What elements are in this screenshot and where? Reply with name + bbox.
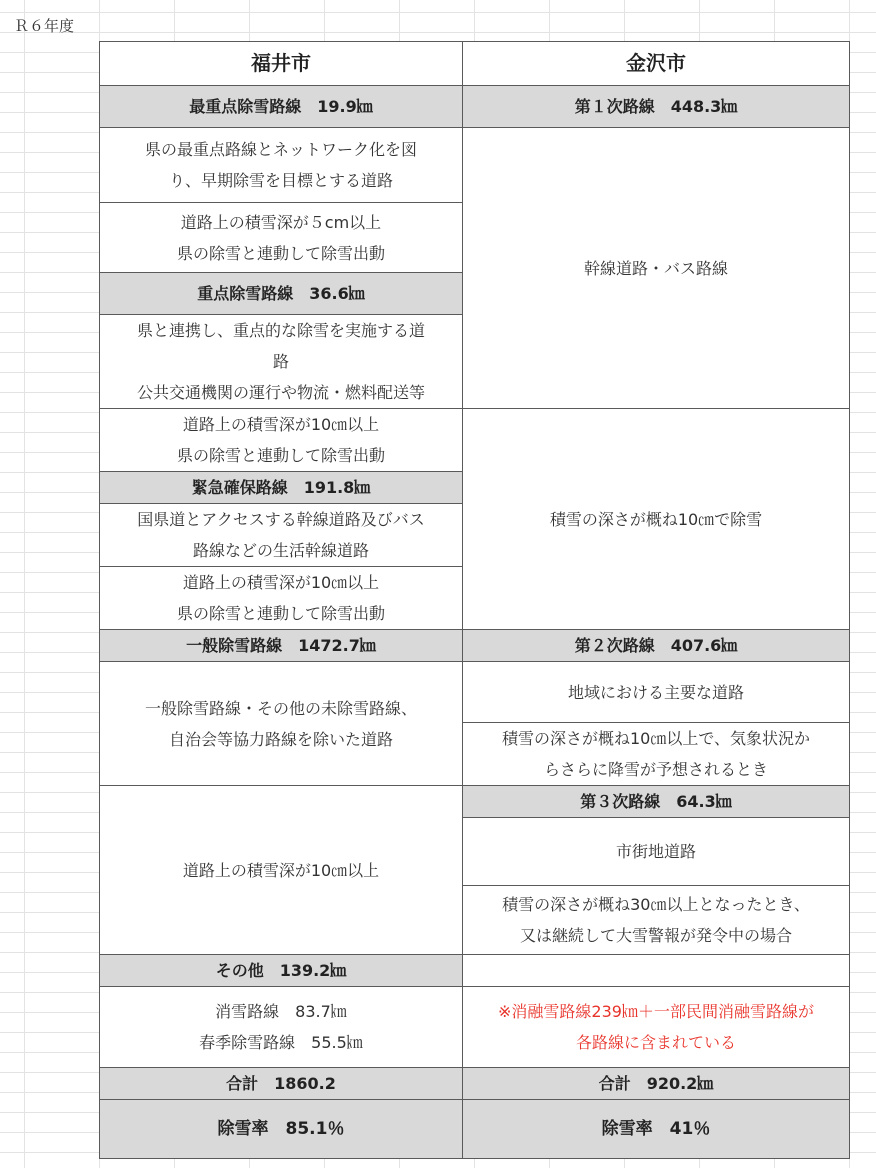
kanazawa-cat2-title[interactable]: 第２次路線 407.6㎞ <box>463 630 850 662</box>
kanazawa-cat3-desc[interactable]: 市街地道路 <box>463 818 850 886</box>
kanazawa-note[interactable] <box>463 987 850 1068</box>
kanazawa-cat2-desc[interactable]: 地域における主要な道路 <box>463 662 850 723</box>
fukui-cat2-desc-line3: 公共交通機関の運行や物流・燃料配送等 <box>136 383 425 402</box>
fukui-cat4-desc[interactable] <box>100 662 463 786</box>
fukui-other-line1: 消雪路線 83.7㎞ <box>215 1002 347 1021</box>
kanazawa-removal-rate[interactable]: 除雪率 41％ <box>463 1100 850 1159</box>
kanazawa-total[interactable]: 合計 920.2㎞ <box>463 1068 850 1100</box>
fukui-removal-rate[interactable]: 除雪率 85.1％ <box>100 1100 463 1159</box>
kanazawa-cat3-cond-line2: 又は継続して大雪警報が発令中の場合 <box>519 926 792 945</box>
kanazawa-cat3-title[interactable]: 第３次路線 64.3㎞ <box>463 786 850 818</box>
fukui-cat2-cond-line1: 道路上の積雪深が10㎝以上 <box>182 415 380 434</box>
fukui-cat3-title[interactable]: 緊急確保路線 191.8㎞ <box>100 472 463 504</box>
fukui-cat3-condition[interactable] <box>100 567 463 630</box>
fukui-cat4-title[interactable]: 一般除雪路線 1472.7㎞ <box>100 630 463 662</box>
kanazawa-cat2-cond-line2: らさらに降雪が予想されるとき <box>543 760 768 779</box>
fukui-cat2-cond-line2: 県の除雪と連動して除雪出動 <box>176 446 385 465</box>
kanazawa-cat3-cond-line1: 積雪の深さが概ね30㎝以上となったとき、 <box>502 895 810 914</box>
fukui-cat3-cond-line2: 県の除雪と連動して除雪出動 <box>176 604 385 623</box>
fukui-cat1-condition[interactable] <box>100 203 463 273</box>
fukui-other-title[interactable]: その他 139.2㎞ <box>100 955 463 987</box>
fukui-cat4-desc-line2: 自治会等協力路線を除いた道路 <box>168 729 393 749</box>
fukui-cat1-title[interactable]: 最重点除雪路線 19.9㎞ <box>100 86 463 128</box>
fukui-cat1-desc-line2: り、早期除雪を目標とする道路 <box>168 171 393 190</box>
fukui-cat4-condition[interactable]: 道路上の積雪深が10㎝以上 <box>100 786 463 955</box>
header-fukui[interactable]: 福井市 <box>100 42 463 86</box>
fukui-cat1-cond-line2: 県の除雪と連動して除雪出動 <box>176 243 385 263</box>
fukui-cat3-desc[interactable] <box>100 504 463 567</box>
kanazawa-cat2-condition[interactable] <box>463 723 850 786</box>
kanazawa-cat3-condition[interactable] <box>463 886 850 955</box>
kanazawa-note-line2: 各路線に含まれている <box>575 1033 736 1052</box>
fukui-cat2-desc-line1: 県と連携し、重点的な除雪を実施する道 <box>136 321 425 340</box>
fukui-cat2-desc[interactable] <box>100 315 463 409</box>
snow-removal-comparison-table <box>99 41 850 1159</box>
fukui-cat2-title[interactable]: 重点除雪路線 36.6㎞ <box>100 273 463 315</box>
kanazawa-cat2-cond-line1: 積雪の深さが概ね10㎝以上で、気象状況か <box>501 729 811 748</box>
kanazawa-cat1-condition[interactable]: 積雪の深さが概ね10㎝で除雪 <box>463 409 850 630</box>
kanazawa-cat1-title[interactable]: 第１次路線 448.3㎞ <box>463 86 850 128</box>
fukui-total[interactable]: 合計 1860.2 <box>100 1068 463 1100</box>
header-kanazawa[interactable]: 金沢市 <box>463 42 850 86</box>
fukui-cat1-desc-line1: 県の最重点路線とネットワーク化を図 <box>144 140 417 159</box>
sheet-year-label: Ｒ６年度 <box>14 17 75 35</box>
kanazawa-empty-cell[interactable] <box>463 955 850 987</box>
fukui-cat1-desc[interactable] <box>100 128 463 203</box>
kanazawa-note-line1: ※消融雪路線239㎞＋一部民間消融雪路線が <box>498 1002 814 1021</box>
fukui-cat3-desc-line1: 国県道とアクセスする幹線道路及びバス <box>137 510 425 529</box>
fukui-cat2-condition[interactable] <box>100 409 463 472</box>
fukui-cat1-cond-line1: 道路上の積雪深が５cm以上 <box>180 212 382 232</box>
fukui-other-line2: 春季除雪路線 55.5㎞ <box>199 1033 363 1052</box>
fukui-other-desc[interactable] <box>100 987 463 1068</box>
fukui-cat2-desc-line2: 路 <box>272 352 289 371</box>
fukui-cat3-desc-line2: 路線などの生活幹線道路 <box>192 541 369 560</box>
fukui-cat4-desc-line1: 一般除雪路線・その他の未除雪路線、 <box>144 698 417 718</box>
kanazawa-cat1-desc[interactable]: 幹線道路・バス路線 <box>463 128 850 409</box>
fukui-cat3-cond-line1: 道路上の積雪深が10㎝以上 <box>182 573 380 592</box>
